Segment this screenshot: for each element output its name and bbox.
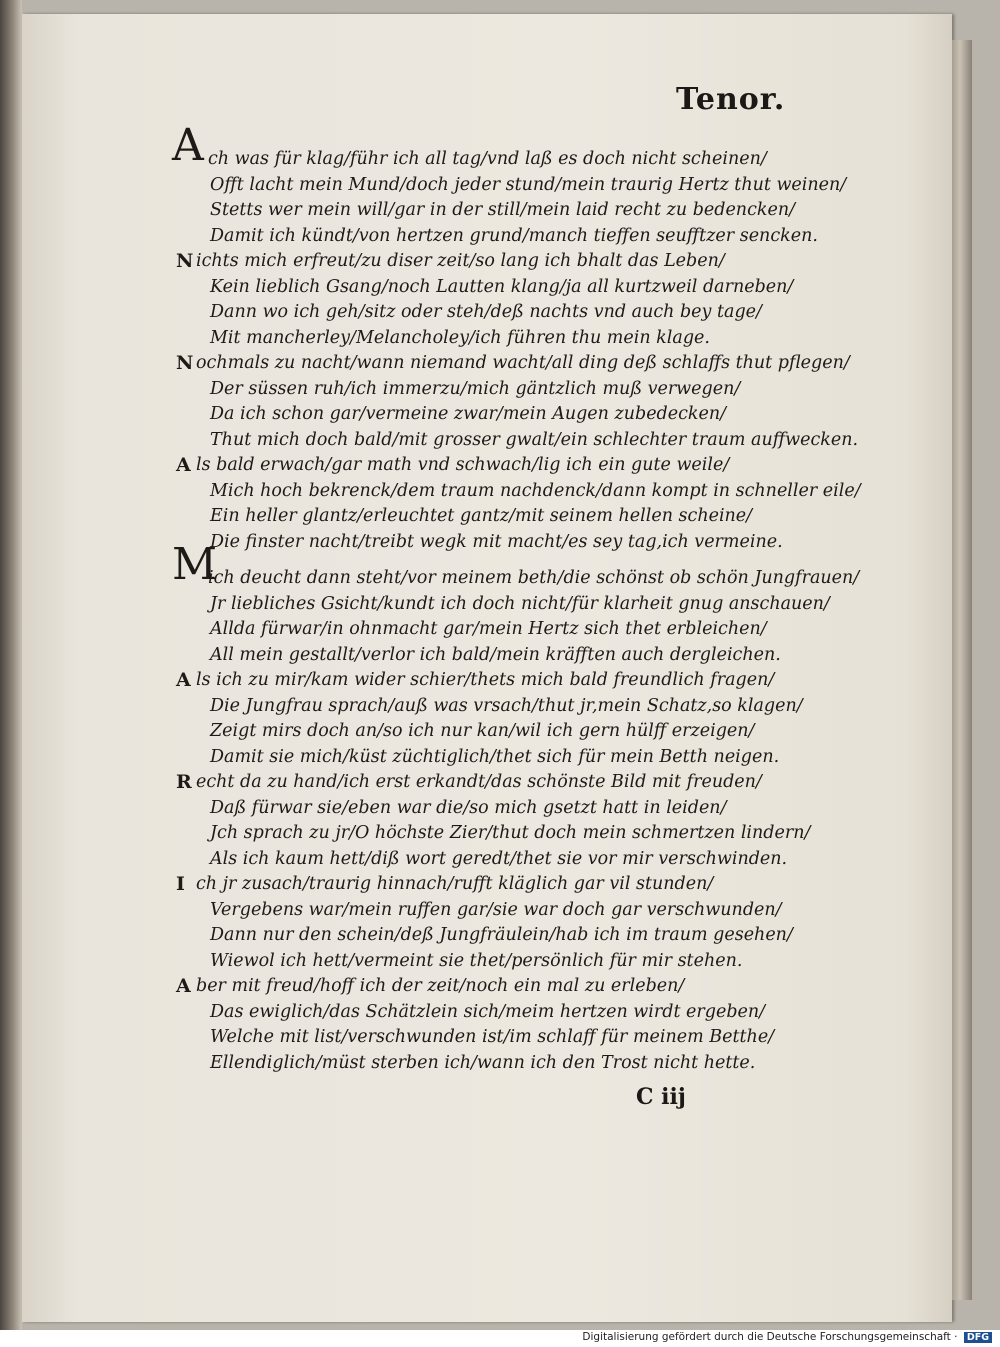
- page-heading: Tenor.: [676, 82, 786, 117]
- verse-line: [176, 326, 856, 352]
- verse-text: echt da zu hand/ich erst erkandt/das schönste Bild mit freuden/: [196, 772, 762, 792]
- verse-text: Vergebens war/mein ruffen gar/sie war doch gar verschwunden/: [210, 899, 782, 920]
- verse-text: Der süssen ruh/ich immerzu/mich gäntzlich muß verwegen/: [210, 378, 741, 399]
- verse-line: [176, 224, 856, 250]
- stanza: [172, 120, 856, 249]
- initial-letter: N: [176, 250, 194, 272]
- verse-line: [176, 351, 856, 377]
- stanza: [176, 453, 861, 555]
- signature-mark: C iij: [636, 1084, 686, 1110]
- verse-line: [176, 198, 856, 224]
- verse-line: [176, 949, 856, 975]
- verse-line: [176, 249, 856, 275]
- initial-letter: A: [176, 454, 191, 476]
- verse-text: Zeigt mirs doch an/so ich nur kan/wil ich gern hülff erzeigen/: [210, 721, 755, 741]
- verse-line: [176, 643, 856, 669]
- stanza: [176, 872, 856, 974]
- verse-text: Thut mich doch bald/mit grosser gwalt/ein schlechter traum auffwecken.: [210, 429, 859, 450]
- initial-letter: A: [172, 120, 204, 171]
- verse-text: Dann wo ich geh/sitz oder steh/deß nachts vnd auch bey tage/: [210, 302, 762, 322]
- verse-text: Stetts wer mein will/gar in der still/mein laid recht zu bedencken/: [210, 200, 796, 220]
- stanza: [176, 668, 856, 770]
- verse-line: [176, 275, 856, 301]
- verse-line: [176, 530, 856, 556]
- verse-line: [176, 668, 856, 694]
- verse-line: [176, 821, 856, 847]
- verse-line: [176, 617, 856, 643]
- initial-letter: R: [176, 771, 192, 793]
- verse-text: Jch sprach zu jr/O höchste Zier/thut doch mein schmertzen lindern/: [210, 823, 811, 843]
- verse-line: [176, 377, 856, 403]
- verse-text: ich deucht dann steht/vor meinem beth/die schönst ob schön Jungfrauen/: [208, 568, 860, 588]
- stanza: [176, 974, 856, 1076]
- verse-text: Ein heller glantz/erleuchtet gantz/mit seinem hellen scheine/: [210, 506, 753, 526]
- verse-line: [176, 694, 856, 720]
- verse-text: Die Jungfrau sprach/auß was vrsach/thut jr,mein Schatz,so klagen/: [210, 695, 803, 716]
- verse-text: Wiewol ich hett/vermeint sie thet/persönlich für mir stehen.: [210, 950, 743, 971]
- stanza: [176, 770, 856, 872]
- initial-letter: M: [172, 539, 218, 590]
- verse-text: Das ewiglich/das Schätzlein sich/meim hertzen wirdt ergeben/: [210, 1001, 766, 1022]
- verse-text: ber mit freud/hoff ich der zeit/noch ein mal zu erleben/: [196, 976, 685, 996]
- verse-line: [176, 479, 861, 505]
- verse-line: [176, 872, 856, 898]
- stanza: [176, 351, 859, 453]
- verse-text: Damit sie mich/küst züchtiglich/thet sich für mein Betth neigen.: [210, 746, 780, 767]
- verse-line: [176, 1051, 856, 1077]
- verse-text: Welche mit list/verschwunden ist/im schlaff für meinem Betthe/: [210, 1027, 775, 1047]
- verse-line: [176, 402, 856, 428]
- verse-text: ochmals zu nacht/wann niemand wacht/all ding deß schlaffs thut pflegen/: [196, 353, 850, 373]
- verse-line: [176, 173, 856, 199]
- verse-text: ch was für klag/führ ich all tag/vnd laß es doch nicht scheinen/: [208, 149, 767, 169]
- verse-text: Mit mancherley/Melancholey/ich führen thu mein klage.: [210, 327, 710, 348]
- stanza: [176, 249, 856, 351]
- footer-credit: [582, 1331, 992, 1343]
- verse-text: Dann nur den schein/deß Jungfräulein/hab ich im traum gesehen/: [210, 925, 793, 945]
- verse-line: [172, 120, 856, 173]
- stanza-group-1: [172, 120, 861, 555]
- verse-line: [176, 428, 859, 454]
- verse-line: [176, 1000, 856, 1026]
- verse-text: Daß fürwar sie/eben war die/so mich gsetzt hatt in leiden/: [210, 797, 727, 818]
- initial-letter: I: [176, 873, 185, 895]
- verse-line: [176, 592, 856, 618]
- verse-text: Mich hoch bekrenck/dem traum nachdenck/dann kompt in schneller eile/: [210, 480, 861, 501]
- verse-text: ch jr zusach/traurig hinnach/rufft kläglich gar vil stunden/: [196, 874, 714, 894]
- initial-letter: A: [176, 669, 191, 691]
- verse-text: Kein lieblich Gsang/noch Lautten klang/ja all kurtzweil darneben/: [210, 276, 794, 297]
- verse-text: Damit ich kündt/von hertzen grund/manch tieffen seufftzer sencken.: [210, 225, 818, 246]
- verse-text: Allda fürwar/in ohnmacht gar/mein Hertz sich thet erbleichen/: [210, 619, 767, 639]
- footer-text: Digitalisierung gefördert durch die Deutsche Forschungsgemeinschaft ·: [582, 1331, 958, 1343]
- verse-line: [176, 796, 856, 822]
- initial-letter: N: [176, 352, 194, 374]
- verse-text: ls ich zu mir/kam wider schier/thets mich bald freundlich fragen/: [196, 670, 775, 690]
- verse-line: [176, 300, 856, 326]
- verse-text: Offt lacht mein Mund/doch jeder stund/mein traurig Hertz thut weinen/: [210, 174, 847, 195]
- verse-line: [176, 1025, 856, 1051]
- book-spine: [0, 0, 22, 1330]
- verse-line: [176, 453, 856, 479]
- page-edges: [952, 40, 972, 1300]
- verse-line: [176, 923, 856, 949]
- verse-text: Die finster nacht/treibt wegk mit macht/es sey tag,ich vermeine.: [210, 531, 783, 552]
- verse-text: Als ich kaum hett/diß wort geredt/thet sie vor mir verschwinden.: [210, 848, 788, 869]
- verse-line: [176, 719, 856, 745]
- verse-text: ichts mich erfreut/zu diser zeit/so lang ich bhalt das Leben/: [196, 251, 725, 271]
- verse-line: [176, 974, 856, 1000]
- verse-line: [176, 770, 856, 796]
- verse-line: [176, 847, 856, 873]
- verse-text: ls bald erwach/gar math vnd schwach/lig ich ein gute weile/: [196, 455, 730, 475]
- dfg-logo: DFG: [964, 1332, 992, 1343]
- verse-text: All mein gestallt/verlor ich bald/mein kräfften auch dergleichen.: [210, 644, 781, 665]
- initial-letter: A: [176, 975, 191, 997]
- verse-text: Ellendiglich/müst sterben ich/wann ich den Trost nicht hette.: [210, 1052, 756, 1073]
- verse-line: [176, 504, 856, 530]
- verse-line: [176, 745, 856, 771]
- verse-line: [176, 898, 856, 924]
- verse-text: Jr liebliches Gsicht/kundt ich doch nicht/für klarheit gnug anschauen/: [210, 593, 830, 614]
- verse-text: Da ich schon gar/vermeine zwar/mein Augen zubedecken/: [210, 404, 727, 424]
